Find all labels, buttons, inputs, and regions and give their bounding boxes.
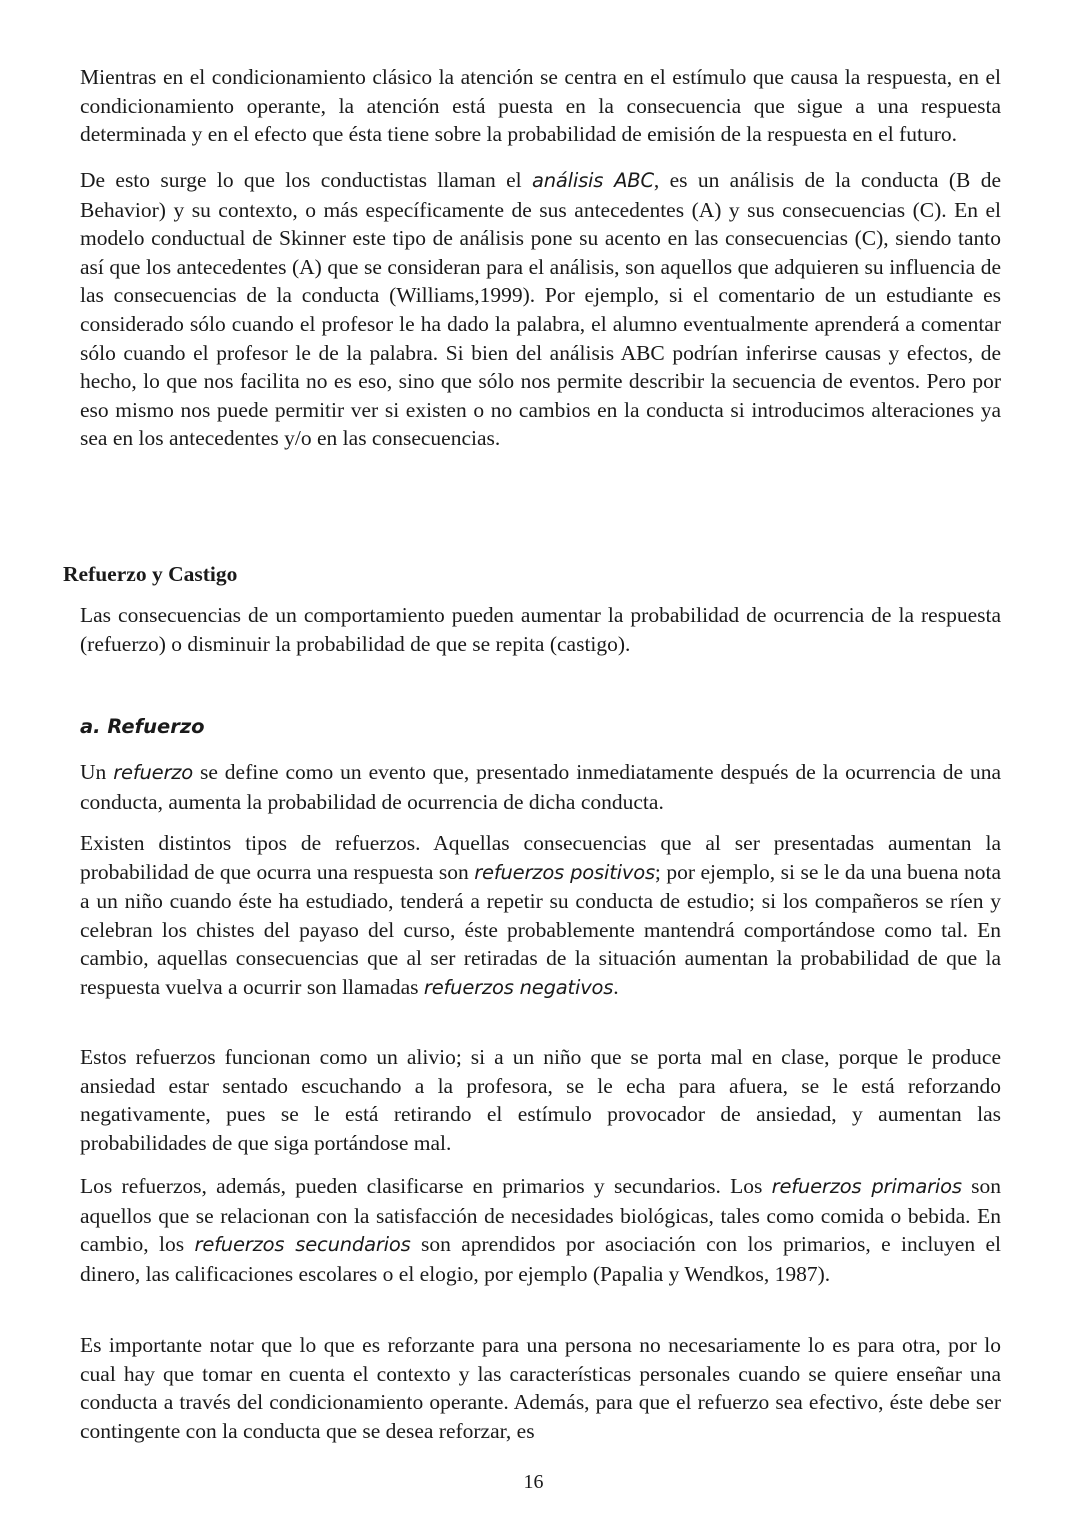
- paragraph-negative-reinforcement-example: Estos refuerzos funcionan como un alivio; si a un niño que se porta mal en clase, porque le produce ansiedad estar sentado escuchando a la profesora, se le echa para afuera, se le está reforzando negativamente, pues se le está retirando el estímulo provocador de ansiedad, y aumentan las probabilidades de que siga portándose mal.: [80, 1045, 1001, 1155]
- paragraph-reinforcement-types: Existen distintos tipos de refuerzos. Aquellas consecuencias que al ser presentadas aumentan la probabilidad de que ocurra una respuesta son refuerzos positivos; por ejemplo, si se le da una buena nota a un niño cuando éste ha estudiado, tenderá a repetir su conducta de estudio; si los compañeros se ríen y celebran los chistes del payaso del curso, éste probablemente mantendrá comportándose como tal. En cambio, aquellas consecuencias que al ser retiradas de la situación aumentan la probabilidad de que la respuesta vuelva a ocurrir son llamadas refuerzos negativos.: [80, 831, 1002, 999]
- paragraph-reinforcement-definition: Un refuerzo se define como un evento que, presentado inmediatamente después de la ocurrencia de una conducta, aumenta la probabilidad de ocurrencia de dicha conducta.: [80, 760, 1002, 814]
- term-positive-reinforcement: refuerzos positivos: [474, 860, 655, 884]
- paragraph-primary-secondary: Los refuerzos, además, pueden clasificarse en primarios y secundarios. Los refuerzos primarios son aquellos que se relacionan con la satisfacción de necesidades biológicas, tales como comida o bebida. En cambio, los refuerzos secundarios son aprendidos por asociación con los primarios, e incluyen el dinero, las calificaciones escolares o el elogio, por ejemplo (Papalia y Wendkos, 1987).: [80, 1174, 1001, 1286]
- term-refuerzo: refuerzo: [113, 761, 194, 784]
- term-primary-reinforcement: refuerzos primarios: [771, 1175, 962, 1198]
- term-abc-analysis: análisis ABC: [531, 169, 654, 192]
- paragraph-conditioning-comparison: Mientras en el condicionamiento clásico la atención se centra en el estímulo que causa la respuesta, en el condicionamiento operante, la atención está puesta en la consecuencia que sigue a una respuesta determinada y en el efecto que ésta tiene sobre la probabilidad de emisión de la respuesta en el futuro.: [80, 65, 1001, 147]
- paragraph-consequences: Las consecuencias de un comportamiento pueden aumentar la probabilidad de ocurrencia de la respuesta (refuerzo) o disminuir la probabilidad de que se repita (castigo).: [80, 603, 1001, 656]
- page-number: 16: [523, 1471, 544, 1493]
- term-secondary-reinforcement: refuerzos secundarios: [194, 1233, 411, 1257]
- paragraph-abc-analysis: De esto surge lo que los conductistas llaman el análisis ABC, es un análisis de la conducta (B de Behavior) y su contexto, o más específicamente de sus antecedentes (A) y sus consecuencias (C). En el modelo conductual de Skinner este tipo de análisis pone su acento en las consecuencias (C), siendo tanto así que los antecedentes (A) que se consideran para el análisis, son aquellos que adquieren su influencia de las consecuencias de la conducta (Williams,1999). Por ejemplo, si el comentario de un estudiante es considerado sólo cuando el profesor le ha dado la palabra, el alumno eventualmente aprenderá a comentar sólo cuando el profesor le de la palabra. Si bien del análisis ABC podrían inferirse causas y efectos, de hecho, lo que nos facilita no es eso, sino que sólo nos permite describir la secuencia de eventos. Pero por eso mismo nos puede permitir ver si existen o no cambios en la conducta si introducimos alteraciones ya sea en los antecedentes y/o en las consecuencias.: [80, 168, 1001, 451]
- term-negative-reinforcement: refuerzos negativos: [423, 975, 614, 999]
- paragraph-context-importance: Es importante notar que lo que es reforzante para una persona no necesariamente lo es para otra, por lo cual hay que tomar en cuenta el contexto y las características personales cuando se quiere enseñar una conducta a través del condicionamiento operante. Además, para que el refuerzo sea efectivo, éste debe ser contingente con la conducta que se desea reforzar, es: [80, 1333, 1001, 1443]
- subsection-heading: a. Refuerzo: [80, 715, 205, 738]
- section-heading: Refuerzo y Castigo: [63, 562, 238, 586]
